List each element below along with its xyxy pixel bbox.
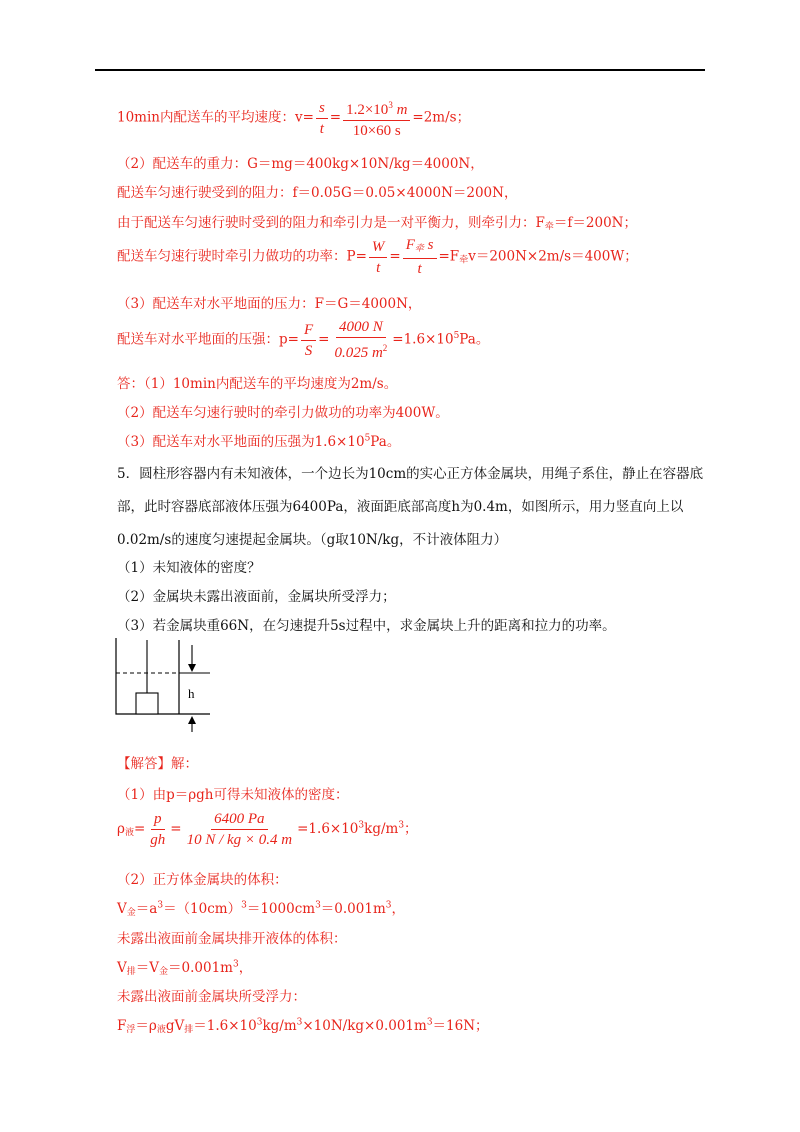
buoyancy-intro: 未露出液面前金属块所受浮力： <box>117 989 306 1005</box>
fraction-f-over-s: $\frac{F}{S}$ <box>301 321 316 360</box>
pressure-line: 配送车对水平地面的压强：p= $\frac{F}{S}$ = $\frac{4000 N}{0.025 m^2}$ $=1.6\times 10^5Pa$。 <box>117 319 490 361</box>
displaced-volume-intro: 未露出液面前金属块排开液体的体积： <box>117 931 347 947</box>
metal-block <box>136 693 158 714</box>
displaced-volume-line: $V_排=V_金=0.001m^3$， <box>117 959 253 977</box>
q5-text-line-2: 部，此时容器底部液体压强为6400Pa，液面距底部高度h为0.4m，如图所示，用力竖直向上以 <box>117 499 684 515</box>
q5-text-line-3: 0.02m/s的速度匀速提起金属块。（g取10N/kg，不计液体阻力） <box>117 532 508 548</box>
density-line: $\rho_液=$ $\frac{p}{gh}$ = $\frac{6400 Pa}{10 N / kg \times 0.4 m}$ $=1.6\times 10^3kg/m^3$； <box>117 811 418 848</box>
fraction-pressure-over-gh: $\frac{6400 Pa}{10 N / kg \times 0.4 m}$ <box>186 811 293 848</box>
q5-sub-question-2: （2）金属块未露出液面前，金属块所受浮力； <box>117 589 396 605</box>
fraction-force-over-area: $\frac{4000 N}{0.025 m^2}$ <box>334 319 388 361</box>
answer-3: （3）配送车对水平地面的压强为$1.6\times 10^5Pa$。 <box>117 433 401 450</box>
avg-speed-line: 10min内配送车的平均速度：v= $\frac{s}{t}$ = $\frac{1.2\times 10^3 m}{10\times 60 s}$ =2m/s； <box>117 96 470 140</box>
traction-line: 由于配送车匀速行驶时受到的阻力和牵引力是一对平衡力，则牵引力：$F_牵=f=200N$； <box>117 215 637 232</box>
container-walls <box>116 638 210 714</box>
answer-1: 答：（1）10min内配送车的平均速度为2m/s。 <box>117 376 398 392</box>
q5-sub-question-1: （1）未知液体的密度？ <box>117 560 261 576</box>
answer-2: （2）配送车匀速行驶时的牵引力做功的功率为400W。 <box>117 405 449 421</box>
fraction-distance-over-time: $\frac{1.2\times 10^3 m}{10\times 60 s}$ <box>343 96 410 140</box>
header-rule <box>95 69 705 71</box>
q5-text-line-1: 5．圆柱形容器内有未知液体，一个边长为10cm的实心正方体金属块，用绳子系住，静止在容器底 <box>117 466 704 482</box>
down-arrow-icon <box>188 664 196 672</box>
container-figure <box>110 632 220 732</box>
up-arrow-icon <box>188 716 196 724</box>
fraction-p-over-gh: $\frac{p}{gh}$ <box>150 811 166 848</box>
fraction-fs-over-t: $\frac{F_牵 s}{t}$ <box>403 236 437 278</box>
avg-speed-result: =2m/s； <box>412 109 471 126</box>
resistance-line: 配送车匀速行驶受到的阻力：f＝0.05G＝0.05×4000N＝200N， <box>117 185 518 201</box>
power-line: 配送车匀速行驶时牵引力做功的功率：P= $\frac{W}{t}$ = $\frac{F_牵 s}{t}$ $=F_牵v=200N\times 2m/s=400W$； <box>117 237 638 277</box>
buoyancy-line: $F_浮=\rho_液gV_排=1.6\times 10^3kg/m^3\times 10N/kg\times 0.001m^3=16N$； <box>117 1017 489 1035</box>
fraction-s-over-t: $\frac{s}{t}$ <box>316 99 328 138</box>
density-intro: （1）由p＝ρgh可得未知液体的密度： <box>117 787 349 803</box>
volume-intro: （2）正方体金属块的体积： <box>117 872 288 888</box>
avg-speed-prefix: 10min内配送车的平均速度：v= <box>117 109 314 126</box>
fraction-w-over-t: $\frac{W}{t}$ <box>369 238 388 277</box>
solution-header: 【解答】解： <box>117 756 198 772</box>
gravity-line: （2）配送车的重力：G＝mg＝400kg×10N/kg＝4000N， <box>117 156 484 172</box>
q5-sub-question-3: （3）若金属块重66N，在匀速提升5s过程中，求金属块上升的距离和拉力的功率。 <box>117 618 616 634</box>
volume-line: $V_金=a^3=(10cm)^3=1000cm^3=0.001m^3$， <box>117 900 405 918</box>
pressure-force-line: （3）配送车对水平地面的压力：F＝G＝4000N， <box>117 296 422 312</box>
height-label: h <box>188 686 195 701</box>
